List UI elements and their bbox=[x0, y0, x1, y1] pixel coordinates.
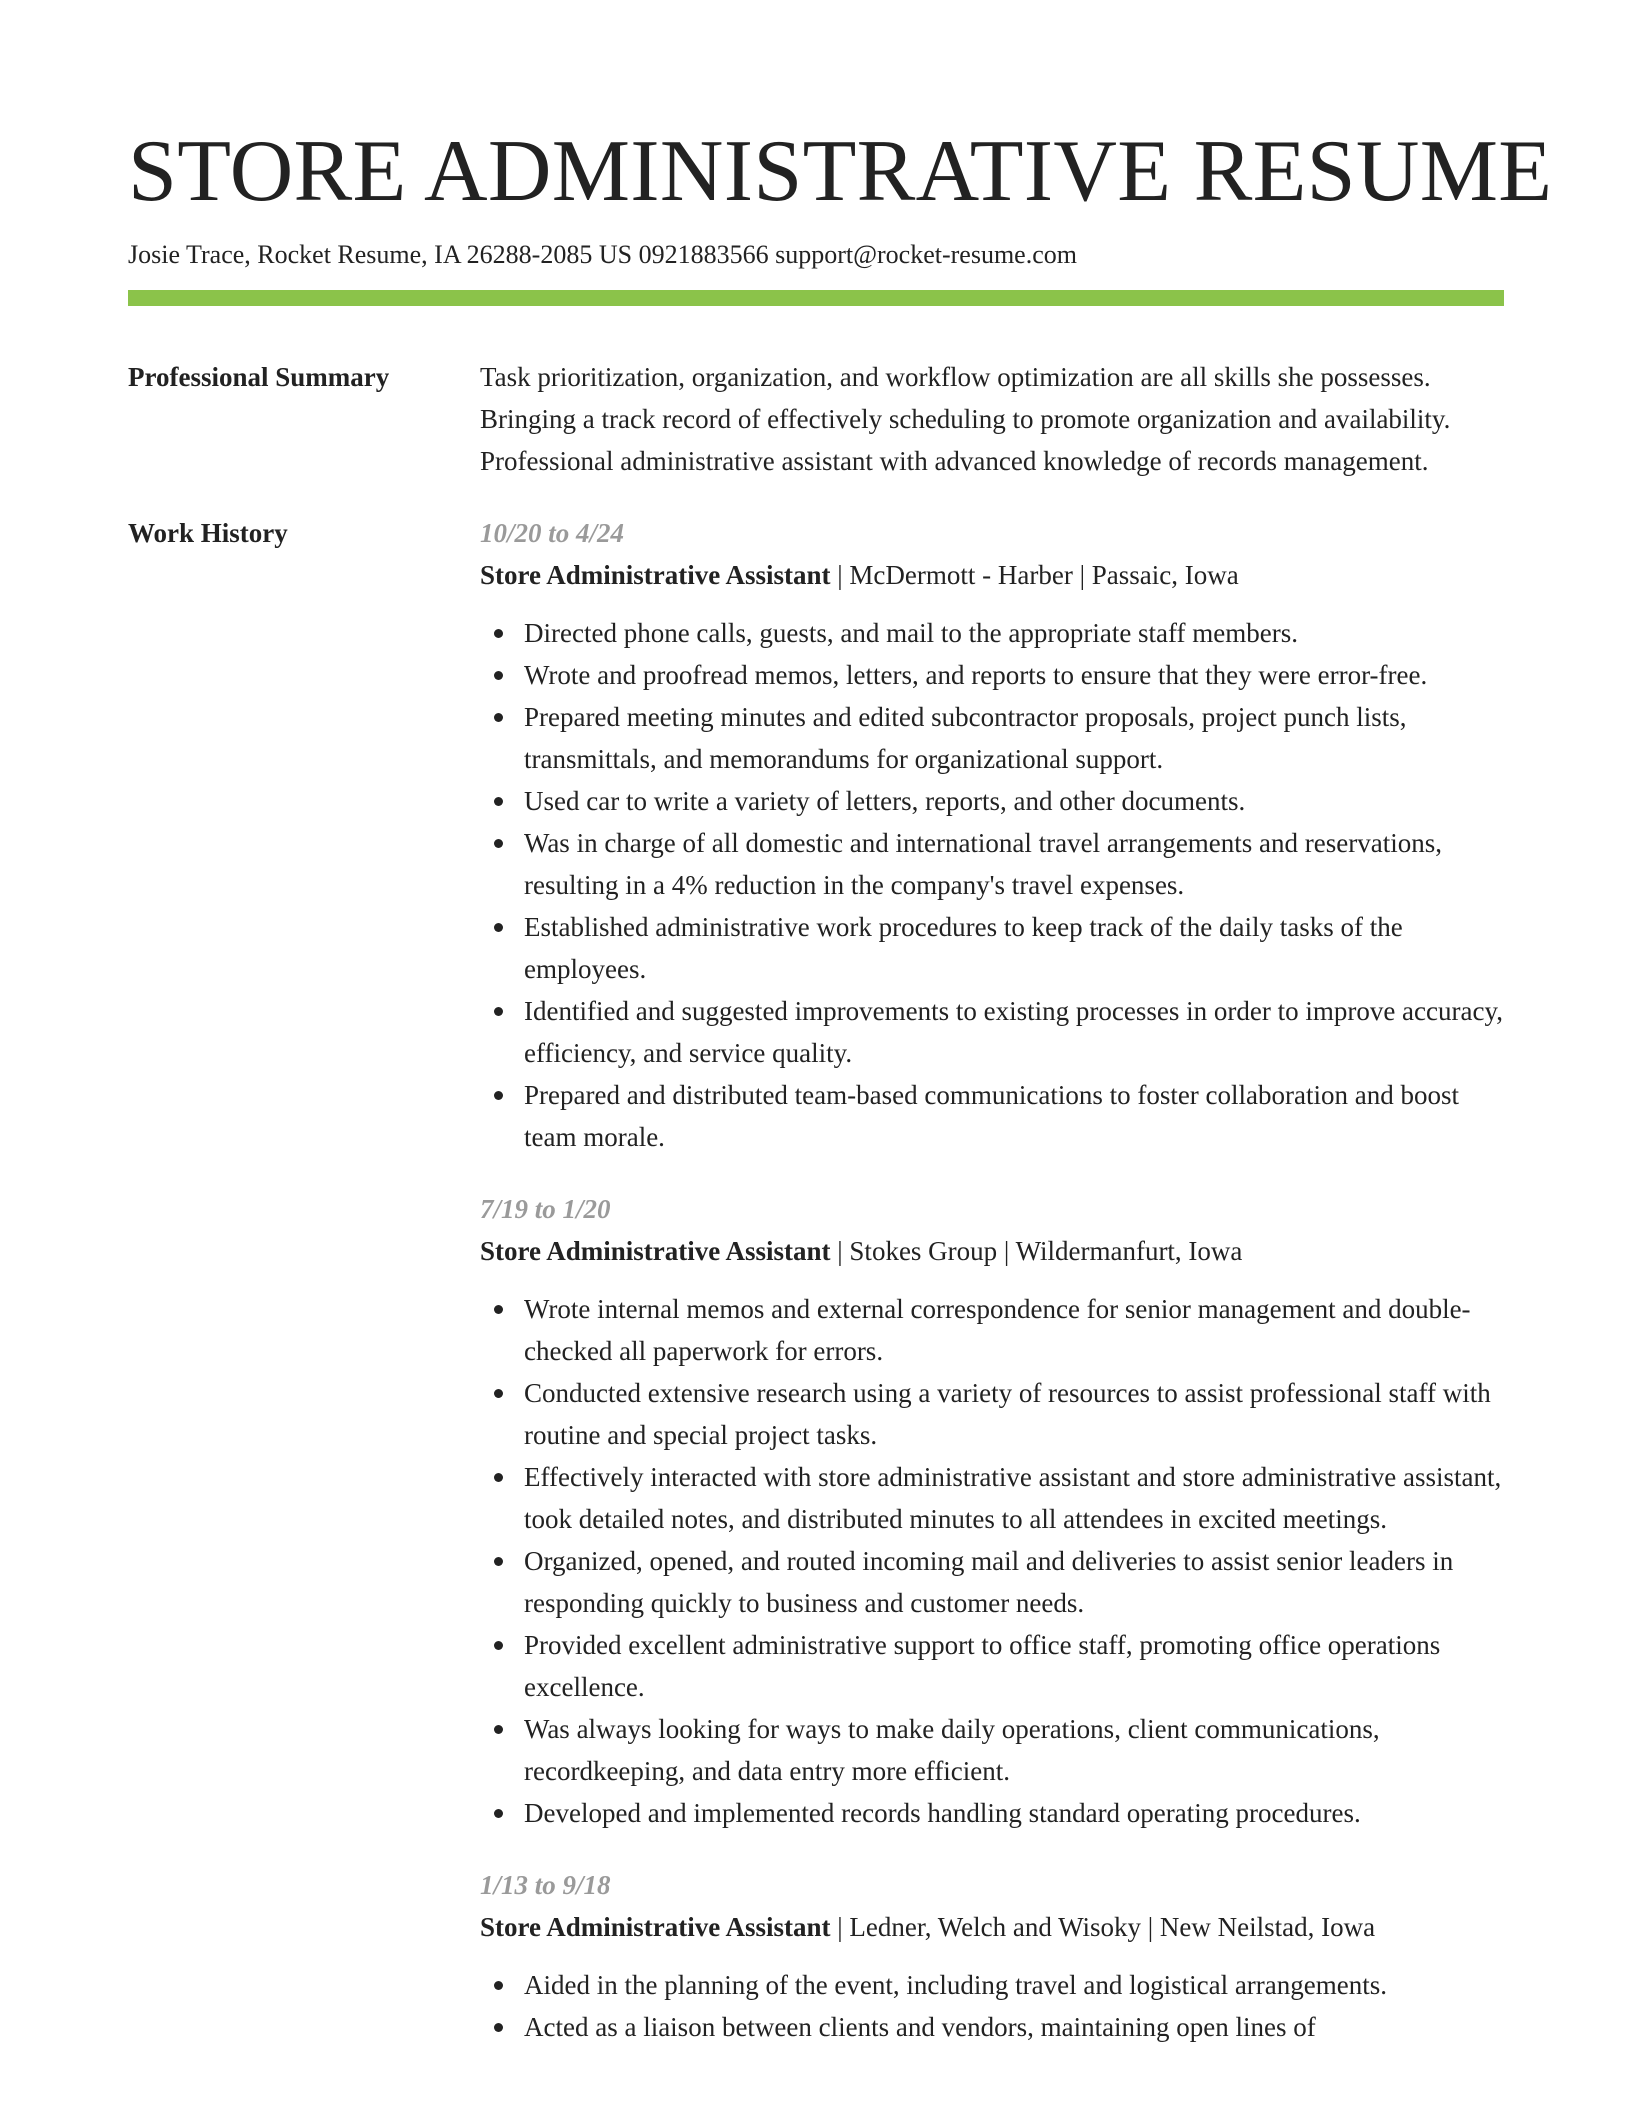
work-history-section bbox=[128, 512, 1504, 2048]
job-entry bbox=[480, 1864, 1504, 2048]
bullet-icon bbox=[494, 1091, 503, 1100]
bullet-text: Identified and suggested improvements to existing processes in order to improve accuracy, efficiency, and service quality. bbox=[524, 996, 1503, 1068]
bullet-icon bbox=[494, 1725, 503, 1734]
job-company-location: | Stokes Group | Wildermanfurt, Iowa bbox=[830, 1236, 1243, 1266]
bullet-text: Provided excellent administrative support to office staff, promoting office operations excellence. bbox=[524, 1630, 1441, 1702]
bullet-icon bbox=[494, 1641, 503, 1650]
bullet-icon bbox=[494, 923, 503, 932]
contact-line: Josie Trace, Rocket Resume, IA 26288-2085 US 0921883566 support@rocket-resume.com bbox=[128, 240, 1077, 269]
bullet-icon bbox=[494, 1007, 503, 1016]
bullet-icon bbox=[494, 2023, 503, 2032]
list-item bbox=[480, 1540, 1504, 1624]
bullet-icon bbox=[494, 671, 503, 680]
job-title: Store Administrative Assistant bbox=[480, 1912, 831, 1942]
bullet-icon bbox=[494, 797, 503, 806]
job-dates: 1/13 to 9/18 bbox=[480, 1870, 611, 1900]
bullet-text: Was always looking for ways to make daily operations, client communications, recordkeeping, and data entry more efficient. bbox=[524, 1714, 1380, 1786]
job-heading bbox=[480, 554, 1504, 596]
bullet-text: Conducted extensive research using a variety of resources to assist professional staff with routine and special project tasks. bbox=[524, 1378, 1491, 1450]
list-item bbox=[480, 1624, 1504, 1708]
list-item bbox=[480, 1456, 1504, 1540]
job-company-location: | McDermott - Harber | Passaic, Iowa bbox=[830, 560, 1239, 590]
bullet-text: Acted as a liaison between clients and vendors, maintaining open lines of bbox=[524, 2012, 1316, 2042]
list-item bbox=[480, 696, 1504, 780]
job-heading bbox=[480, 1906, 1504, 1948]
job-entry bbox=[480, 1188, 1504, 1834]
list-item bbox=[480, 822, 1504, 906]
bullet-text: Effectively interacted with store administrative assistant and store administrative assistant, took detailed notes, and distributed minutes to all attendees in excited meetings. bbox=[524, 1462, 1502, 1534]
bullet-text: Used car to write a variety of letters, reports, and other documents. bbox=[524, 786, 1246, 816]
bullet-text: Established administrative work procedures to keep track of the daily tasks of the employees. bbox=[524, 912, 1403, 984]
bullet-text: Directed phone calls, guests, and mail to the appropriate staff members. bbox=[524, 618, 1299, 648]
list-item bbox=[480, 1792, 1504, 1834]
bullet-icon bbox=[494, 1557, 503, 1566]
job-company-location: | Ledner, Welch and Wisoky | New Neilstad, Iowa bbox=[830, 1912, 1376, 1942]
list-item bbox=[480, 1074, 1504, 1158]
resume-title: STORE ADMINISTRATIVE RESUME bbox=[128, 123, 1553, 220]
professional-summary-section bbox=[128, 356, 1504, 482]
bullet-text: Was in charge of all domestic and international travel arrangements and reservations, resulting in a 4% reduction in the company's travel expenses. bbox=[524, 828, 1442, 900]
job-bullets bbox=[480, 612, 1504, 1158]
list-item bbox=[480, 1964, 1504, 2006]
job-bullets bbox=[480, 1964, 1504, 2048]
bullet-text: Wrote and proofread memos, letters, and reports to ensure that they were error-free. bbox=[524, 660, 1428, 690]
job-dates: 7/19 to 1/20 bbox=[480, 1194, 611, 1224]
bullet-text: Developed and implemented records handling standard operating procedures. bbox=[524, 1798, 1361, 1828]
bullet-text: Aided in the planning of the event, including travel and logistical arrangements. bbox=[524, 1970, 1387, 2000]
bullet-icon bbox=[494, 713, 503, 722]
list-item bbox=[480, 2006, 1504, 2048]
list-item bbox=[480, 654, 1504, 696]
bullet-icon bbox=[494, 1981, 503, 1990]
list-item bbox=[480, 990, 1504, 1074]
list-item bbox=[480, 612, 1504, 654]
bullet-icon bbox=[494, 1389, 503, 1398]
list-item bbox=[480, 780, 1504, 822]
job-title: Store Administrative Assistant bbox=[480, 1236, 831, 1266]
job-dates: 10/20 to 4/24 bbox=[480, 518, 625, 548]
bullet-text: Organized, opened, and routed incoming mail and deliveries to assist senior leaders in responding quickly to business and customer needs. bbox=[524, 1546, 1454, 1618]
work-history-list bbox=[480, 512, 1504, 2048]
bullet-icon bbox=[494, 839, 503, 848]
bullet-icon bbox=[494, 1473, 503, 1482]
list-item bbox=[480, 1372, 1504, 1456]
bullet-text: Prepared meeting minutes and edited subcontractor proposals, project punch lists, transmittals, and memorandums for organizational support. bbox=[524, 702, 1407, 774]
list-item bbox=[480, 1288, 1504, 1372]
accent-divider bbox=[128, 290, 1504, 306]
bullet-icon bbox=[494, 629, 503, 638]
job-title: Store Administrative Assistant bbox=[480, 560, 831, 590]
list-item bbox=[480, 906, 1504, 990]
job-entry bbox=[480, 512, 1504, 1158]
job-bullets bbox=[480, 1288, 1504, 1834]
list-item bbox=[480, 1708, 1504, 1792]
bullet-text: Wrote internal memos and external correspondence for senior management and double-checked all paperwork for errors. bbox=[524, 1294, 1471, 1366]
summary-text: Task prioritization, organization, and workflow optimization are all skills she possesses. Bringing a track record of effectively scheduling to promote organization and availability. Professional administrative assistant with advanced knowledge of records management. bbox=[480, 362, 1451, 476]
section-label-work-history: Work History bbox=[128, 518, 288, 548]
job-heading bbox=[480, 1230, 1504, 1272]
bullet-text: Prepared and distributed team-based communications to foster collaboration and boost team morale. bbox=[524, 1080, 1459, 1152]
section-label-professional-summary: Professional Summary bbox=[128, 362, 390, 392]
bullet-icon bbox=[494, 1809, 503, 1818]
bullet-icon bbox=[494, 1305, 503, 1314]
